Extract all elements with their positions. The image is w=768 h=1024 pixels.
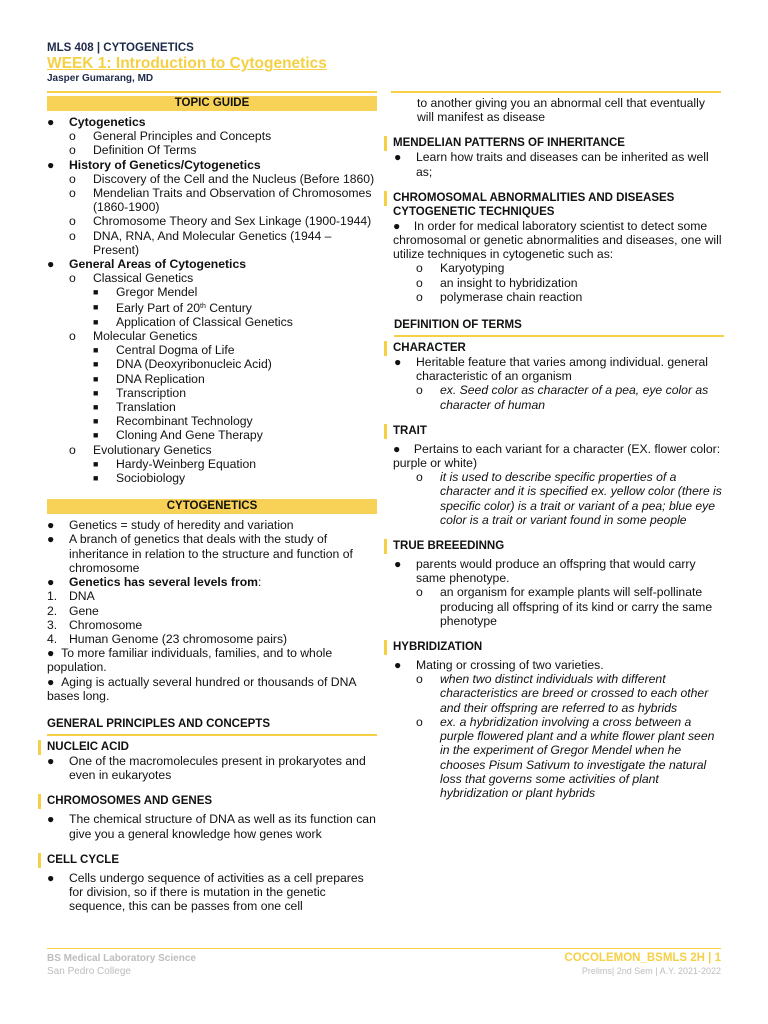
- list-item: ● Mating or crossing of two varieties.: [394, 658, 604, 673]
- list-item: ■ Cloning And Gene Therapy: [93, 428, 263, 443]
- list-item: ● General Areas of Cytogenetics: [47, 257, 247, 272]
- footer-program: BS Medical Laboratory Science: [47, 953, 196, 964]
- list-item: ● Aging is actually several hundred or thousands of DNA bases long.: [47, 674, 356, 703]
- list-item: o General Principles and Concepts: [69, 129, 272, 144]
- footer-right: [564, 952, 721, 978]
- header-rule-right: [391, 91, 721, 93]
- cell-cycle-heading: CELL CYCLE: [38, 853, 377, 867]
- list-item: o Classical Genetics: [69, 271, 194, 286]
- list-item: o Discovery of the Cell and the Nucleus (Before 1860): [69, 171, 375, 186]
- left-column: [47, 96, 377, 913]
- list-item: o ex. Seed color as character of a pea, eye color as character of human: [416, 383, 709, 412]
- list-item: ■ DNA (Deoxyribonucleic Acid): [93, 357, 272, 372]
- list-item: ● A branch of genetics that deals with the study of inheritance in relation to the structure and function of chromosome: [47, 532, 353, 575]
- document-header: [47, 41, 327, 85]
- list-item: 1. DNA: [47, 589, 95, 604]
- list-item: ● History of Genetics/Cytogenetics: [47, 157, 261, 172]
- footer-rule: [47, 948, 721, 949]
- list-item: 4. Human Genome (23 chromosome pairs): [47, 631, 288, 646]
- course-title: MLS 408 | CYTOGENETICS: [47, 42, 194, 54]
- list-item: ■ Application of Classical Genetics: [93, 314, 293, 329]
- list-item: ■ Early Part of 20th Century: [93, 300, 252, 315]
- list-item: ● Heritable feature that varies among individual. general characteristic of an organism: [394, 355, 708, 384]
- list-item: o it is used to describe specific properties of a character and it is specified ex. yellow color (there is specific color) is a trait or variant of a pea; blue eye color is a trait or variant found in some people: [416, 470, 722, 527]
- list-item: ■ DNA Replication: [93, 371, 205, 386]
- list-item: o Karyotyping: [416, 261, 505, 276]
- list-item: ● In order for medical laboratory scientist to detect some chromosomal or genetic abnormalities and diseases, one will utilize techniques in cytogenetic such as:: [393, 218, 722, 262]
- list-item: ● Cytogenetics: [47, 115, 146, 129]
- chromosomal-abnormalities-heading: CHROMOSOMAL ABNORMALITIES AND DISEASES: [384, 191, 724, 205]
- list-item: o Molecular Genetics: [69, 329, 198, 344]
- cytogenetic-techniques-heading: CYTOGENETIC TECHNIQUES: [393, 205, 555, 218]
- list-item: ■ Recombinant Technology: [93, 414, 253, 429]
- list-item: ● One of the macromolecules present in prokaryotes and even in eukaryotes: [47, 753, 366, 783]
- footer-term: Prelims| 2nd Sem | A.Y. 2021-2022: [581, 966, 721, 976]
- list-item: ■ Hardy-Weinberg Equation: [93, 456, 257, 471]
- list-item: o Evolutionary Genetics: [69, 442, 212, 457]
- list-item: ● Genetics has several levels from:: [47, 575, 262, 590]
- list-item: ● The chemical structure of DNA as well as its function can give you a general knowledge how genes work: [47, 812, 376, 841]
- chromosomes-genes-heading: CHROMOSOMES AND GENES: [38, 794, 377, 808]
- list-item: o an insight to hybridization: [416, 275, 578, 290]
- list-item: o Definition Of Terms: [69, 143, 197, 158]
- footer-left: [47, 952, 196, 978]
- footer-author-page: COCOLEMON_BSMLS 2H | 1: [564, 952, 721, 964]
- list-item: ● Cells undergo sequence of activities as a cell prepares for division, so if there is mutation in the genetic sequence, this can be passes from one cell: [47, 870, 364, 914]
- list-item: o an organism for example plants will self-pollinate producing all offspring of its kind or carry the same phenotype: [416, 585, 713, 628]
- true-breeding-heading: TRUE BREEEDINNG: [384, 539, 724, 553]
- definition-of-terms-heading: DEFINITION OF TERMS: [394, 318, 724, 337]
- mendelian-heading: MENDELIAN PATTERNS OF INHERITANCE: [384, 136, 724, 150]
- week-title: WEEK 1: Introduction to Cytogenetics: [47, 55, 327, 73]
- right-column: [384, 96, 724, 800]
- list-item: ■ Central Dogma of Life: [93, 343, 235, 358]
- list-item: ● Genetics = study of heredity and variation: [47, 518, 294, 533]
- list-item: ● Learn how traits and diseases can be inherited as well as;: [394, 150, 709, 179]
- list-item: o Mendelian Traits and Observation of Chromosomes (1860-1900): [69, 186, 372, 215]
- list-item: ● To more familiar individuals, families, and to whole population.: [47, 646, 333, 675]
- character-heading: CHARACTER: [384, 341, 724, 355]
- topic-guide-heading: TOPIC GUIDE: [47, 96, 377, 111]
- header-rule-left: [47, 91, 377, 93]
- list-item: o when two distinct individuals with different characteristics are breed or crossed to each other and their offspring are referred to as hybrids: [416, 672, 709, 715]
- cytogenetics-heading: CYTOGENETICS: [47, 499, 377, 514]
- footer-school: San Pedro College: [47, 966, 131, 977]
- author-name: Jasper Gumarang, MD: [47, 73, 154, 85]
- cell-cycle-continuation: to another giving you an abnormal cell that eventually will manifest as disease: [417, 96, 705, 125]
- list-item: 2. Gene: [47, 603, 99, 618]
- list-item: o DNA, RNA, And Molecular Genetics (1944 – Present): [69, 228, 332, 257]
- general-principles-heading: GENERAL PRINCIPLES AND CONCEPTS: [47, 717, 377, 736]
- hybridization-heading: HYBRIDIZATION: [384, 640, 724, 654]
- list-item: 3. Chromosome: [47, 617, 143, 632]
- list-item: ■ Gregor Mendel: [93, 285, 198, 300]
- list-item: ■ Translation: [93, 400, 176, 415]
- trait-heading: TRAIT: [384, 424, 724, 438]
- list-item: ■ Sociobiology: [93, 471, 186, 486]
- list-item: o Chromosome Theory and Sex Linkage (1900-1944): [69, 214, 372, 229]
- nucleic-acid-heading: NUCLEIC ACID: [38, 740, 377, 754]
- list-item: o ex. a hybridization involving a cross between a purple flowered plant and a white flower plant seen in the experiment of Gregor Mendel when he chooses Pisum Sativum to investigate the natural loss that governs some activities of plant hybridization or plant hybrids: [416, 714, 715, 800]
- list-item: o polymerase chain reaction: [416, 289, 583, 304]
- list-item: ■ Transcription: [93, 385, 186, 400]
- list-item: ● parents would produce an offspring that would carry same phenotype.: [394, 557, 696, 586]
- list-item: ● Pertains to each variant for a character (EX. flower color: purple or white): [393, 441, 721, 471]
